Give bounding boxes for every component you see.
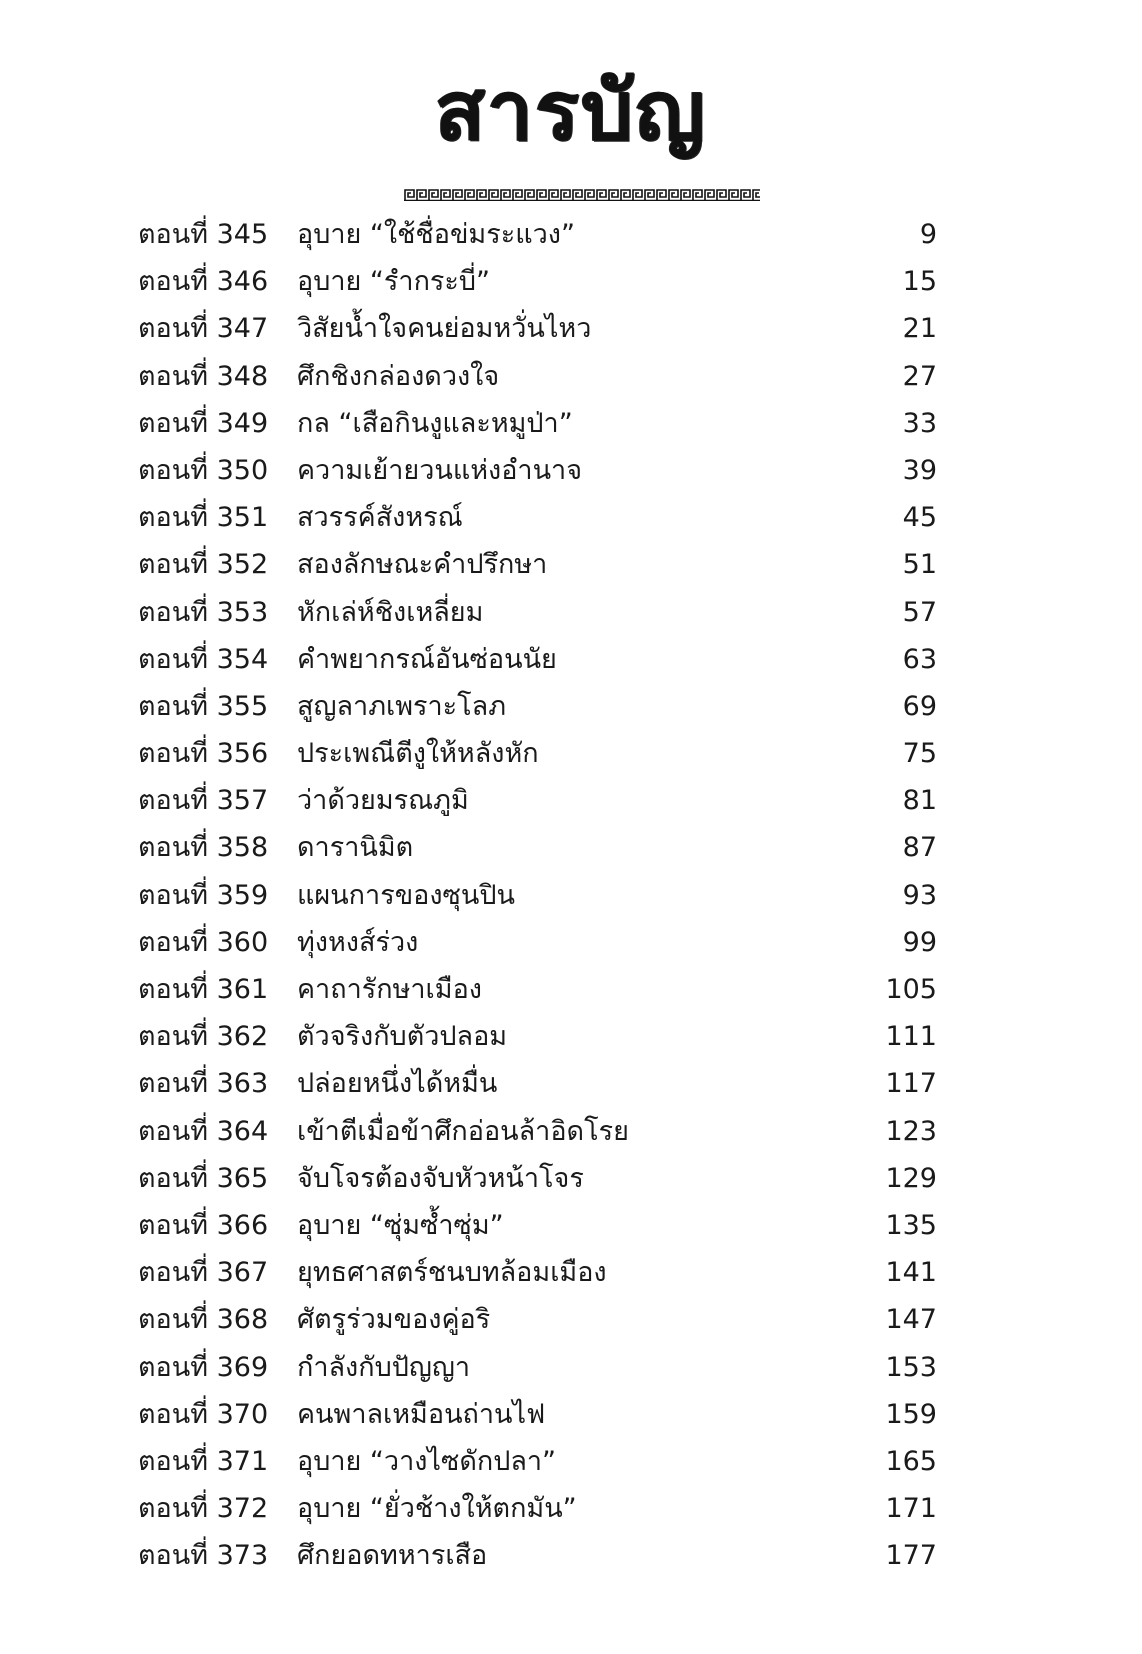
toc-entry [0,1202,1142,1249]
chapter-title: ศัตรูร่วมของคู่อริ [297,1304,491,1336]
toc-entry [0,1108,1142,1155]
page-number: 57 [902,596,937,628]
toc-entry [0,1438,1142,1485]
page-number: 75 [902,738,937,770]
page-number: 87 [902,832,937,864]
chapter-title: สองลักษณะคำปรึกษา [297,549,548,581]
chapter-number: ตอนที่ 361 [138,974,269,1005]
page-number: 15 [902,266,937,298]
chapter-title: ว่าด้วยมรณภูมิ [297,785,469,817]
chapter-title: ความเย้ายวนแห่งอำนาจ [297,454,583,486]
chapter-title: กล “เสือกินงูและหมูป่า” [297,407,573,439]
chapter-number: ตอนที่ 345 [138,219,269,250]
toc-entry [0,353,1142,400]
greek-key-ornament [404,189,760,201]
page-number: 51 [902,549,937,581]
chapter-number: ตอนที่ 353 [138,596,269,628]
chapter-title: กำลังกับปัญญา [297,1351,471,1383]
page-number: 111 [885,1021,937,1053]
chapter-title: ศึกยอดทหารเสือ [297,1540,488,1572]
chapter-number: ตอนที่ 369 [138,1351,269,1383]
page-number: 165 [885,1445,937,1477]
page-number: 153 [885,1351,937,1383]
toc-entry [0,636,1142,683]
page-number: 99 [902,926,937,958]
toc-entry [0,400,1142,447]
chapter-number: ตอนที่ 365 [138,1162,269,1194]
toc-entry [0,211,1142,258]
toc-entry [0,1013,1142,1060]
chapter-title: ศึกชิงกล่องดวงใจ [297,360,500,392]
chapter-title: วิสัยน้ำใจคนย่อมหวั่นไหว [297,313,592,345]
toc-entry [0,1155,1142,1202]
chapter-number: ตอนที่ 351 [138,502,269,534]
chapter-number: ตอนที่ 370 [138,1398,269,1430]
chapter-number: ตอนที่ 362 [138,1021,269,1053]
toc-entry [0,1532,1142,1579]
toc-entry [0,1485,1142,1532]
page-number: 93 [902,879,937,911]
chapter-title: สวรรค์สังหรณ์ [297,502,463,534]
chapter-number: ตอนที่ 350 [138,454,269,486]
chapter-number: ตอนที่ 357 [138,785,269,817]
toc-entry [0,258,1142,305]
page-number: 171 [885,1493,937,1525]
toc-entry [0,494,1142,541]
page-number: 159 [885,1398,937,1430]
chapter-title: คำพยากรณ์อันซ่อนนัย [297,643,557,675]
chapter-title: ยุทธศาสตร์ชนบทล้อมเมือง [297,1257,607,1289]
page-title: สารบัญ [434,64,708,159]
page-number: 45 [902,502,937,534]
chapter-number: ตอนที่ 355 [138,690,269,722]
chapter-title: แผนการของซุนปิน [297,879,515,911]
page-number: 135 [885,1209,937,1241]
chapter-title: อุบาย “ซุ่มซ้ำซุ่ม” [297,1209,504,1241]
toc-entry [0,447,1142,494]
chapter-title: อุบาย “วางไซดักปลา” [297,1445,557,1477]
chapter-title: ตัวจริงกับตัวปลอม [297,1021,508,1053]
chapter-title: จับโจรต้องจับหัวหน้าโจร [297,1162,584,1194]
toc-entry [0,1249,1142,1296]
toc-entry [0,305,1142,352]
toc-entry [0,919,1142,966]
toc-entry [0,1344,1142,1391]
toc-entry [0,824,1142,871]
chapter-number: ตอนที่ 366 [138,1209,269,1241]
chapter-title: อุบาย “ยั่วช้างให้ตกมัน” [297,1493,577,1525]
page-number: 141 [885,1257,937,1289]
chapter-number: ตอนที่ 368 [138,1304,269,1336]
chapter-title: คาถารักษาเมือง [297,974,482,1005]
toc-entry [0,1060,1142,1107]
chapter-number: ตอนที่ 372 [138,1493,269,1525]
chapter-title: คนพาลเหมือนถ่านไฟ [297,1398,546,1430]
chapter-number: ตอนที่ 347 [138,313,269,345]
chapter-number: ตอนที่ 367 [138,1257,269,1289]
page-number: 123 [885,1115,937,1147]
page-number: 27 [902,360,937,392]
toc-entry [0,872,1142,919]
chapter-title: ดารานิมิต [297,832,414,864]
chapter-title: ทุ่งหงส์ร่วง [297,926,419,958]
toc-entry [0,589,1142,636]
toc-entry [0,541,1142,588]
page-number: 21 [902,313,937,345]
page-number: 129 [885,1162,937,1194]
chapter-title: อุบาย “รำกระบี่” [297,266,491,298]
chapter-title: หักเล่ห์ชิงเหลี่ยม [297,596,484,628]
page-number: 69 [902,690,937,722]
page-number: 39 [902,454,937,486]
page-number: 81 [902,785,937,817]
toc-entry [0,683,1142,730]
chapter-number: ตอนที่ 363 [138,1068,269,1100]
chapter-number: ตอนที่ 360 [138,926,269,958]
table-of-contents [0,211,1142,1579]
chapter-number: ตอนที่ 356 [138,738,269,770]
page-number: 177 [885,1540,937,1572]
toc-entry [0,730,1142,777]
toc-entry [0,1296,1142,1343]
chapter-number: ตอนที่ 364 [138,1115,269,1147]
chapter-number: ตอนที่ 358 [138,832,269,864]
page-number: 33 [902,407,937,439]
chapter-title: ประเพณีตีงูให้หลังหัก [297,738,539,770]
chapter-number: ตอนที่ 359 [138,879,269,911]
chapter-number: ตอนที่ 349 [138,407,269,439]
chapter-number: ตอนที่ 371 [138,1445,269,1477]
chapter-title: อุบาย “ใช้ชื่อข่มระแวง” [297,219,575,250]
page-number: 105 [885,974,937,1005]
toc-entry [0,777,1142,824]
chapter-number: ตอนที่ 352 [138,549,269,581]
toc-entry [0,966,1142,1013]
chapter-number: ตอนที่ 346 [138,266,269,298]
chapter-number: ตอนที่ 348 [138,360,269,392]
page-number: 117 [885,1068,937,1100]
chapter-title: ปล่อยหนึ่งได้หมื่น [297,1068,498,1100]
page-number: 9 [919,219,937,250]
toc-entry [0,1391,1142,1438]
chapter-title: สูญลาภเพราะโลภ [297,690,507,722]
page-number: 147 [885,1304,937,1336]
chapter-number: ตอนที่ 354 [138,643,269,675]
page-number: 63 [902,643,937,675]
chapter-number: ตอนที่ 373 [138,1540,269,1572]
chapter-title: เข้าตีเมื่อข้าศึกอ่อนล้าอิดโรย [297,1115,629,1147]
